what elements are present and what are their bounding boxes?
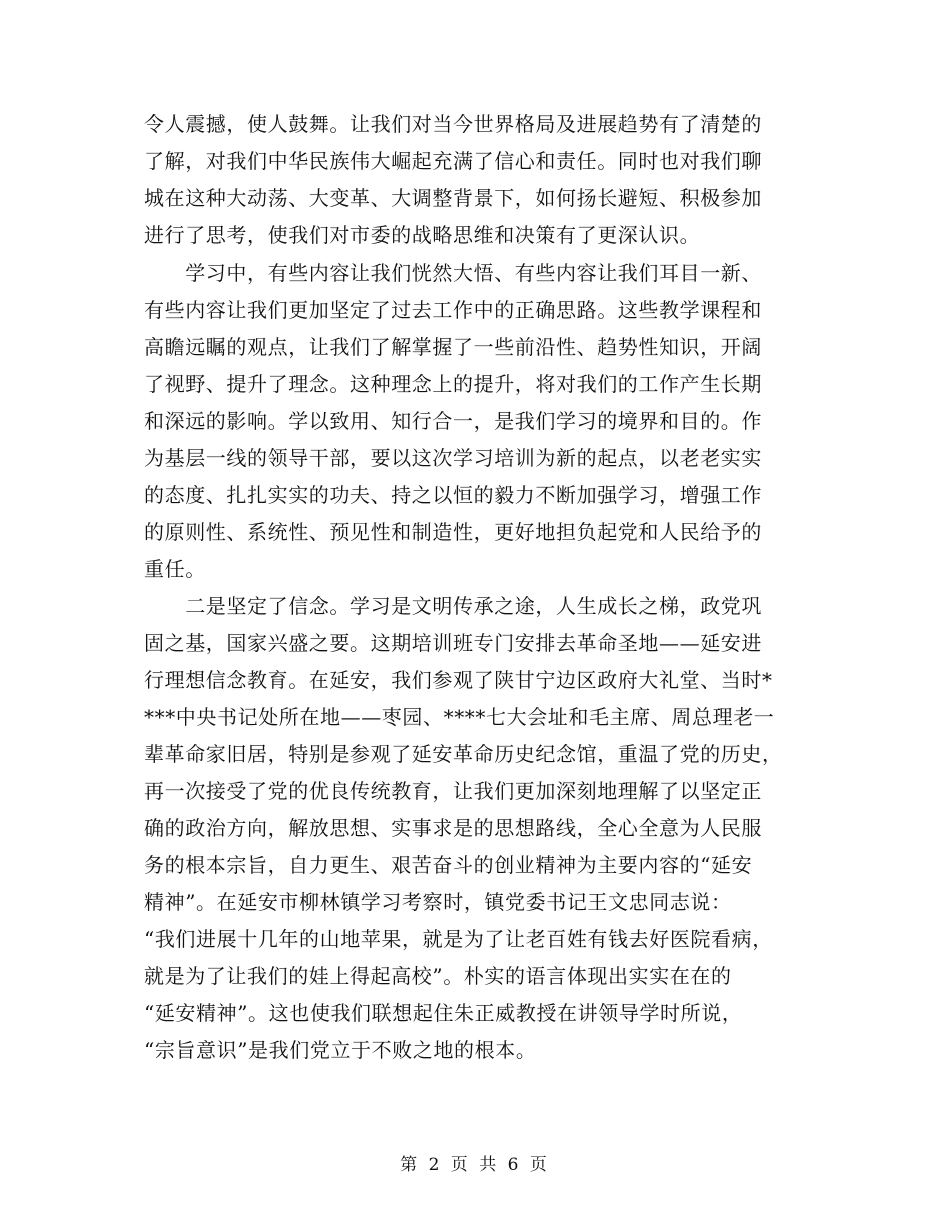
text-line: 精神”。在延安市柳林镇学习考察时，镇党委书记王文忠同志说：	[144, 890, 732, 914]
page-number-footer: 第 2 页 共 6 页	[400, 1155, 550, 1175]
text-line: 学习中，有些内容让我们恍然大悟、有些内容让我们耳目一新、	[144, 261, 762, 285]
text-line: 和深远的影响。学以致用、知行合一，是我们学习的境界和目的。作	[144, 409, 762, 433]
text-line: 的原则性、系统性、预见性和制造性，更好地担负起党和人民给予的	[144, 520, 762, 544]
text-line: “我们进展十几年的山地苹果，就是为了让老百姓有钱去好医院看病，	[144, 927, 773, 951]
text-line: 进行了思考，使我们对市委的战略思维和决策有了更深认识。	[144, 223, 701, 247]
text-line: 高瞻远瞩的观点，让我们了解掌握了一些前沿性、趋势性知识，开阔	[144, 335, 762, 359]
text-line: 行理想信念教育。在延安，我们参观了陕甘宁边区政府大礼堂、当时*	[144, 668, 773, 692]
text-line: 固之基，国家兴盛之要。这期培训班专门安排去革命圣地——延安进	[144, 631, 762, 655]
text-line: “延安精神”。这也使我们联想起住朱正威教授在讲领导学时所说，	[144, 1001, 743, 1025]
text-line: 令人震撼，使人鼓舞。让我们对当今世界格局及进展趋势有了清楚的	[144, 112, 762, 136]
text-line: 为基层一线的领导干部，要以这次学习培训为新的起点，以老老实实	[144, 446, 762, 470]
text-line: 二是坚定了信念。学习是文明传承之途，人生成长之梯，政党巩	[144, 594, 762, 618]
text-line: 就是为了让我们的娃上得起高校”。朴实的语言体现出实实在在的	[144, 964, 732, 988]
text-line: 再一次接受了党的优良传统教育，让我们更加深刻地理解了以坚定正	[144, 779, 762, 803]
text-line: 了视野、提升了理念。这种理念上的提升，将对我们的工作产生长期	[144, 372, 762, 396]
text-line: 了解，对我们中华民族伟大崛起充满了信心和责任。同时也对我们聊	[144, 149, 762, 173]
text-line: 确的政治方向，解放思想、实事求是的思想路线，全心全意为人民服	[144, 816, 762, 840]
text-line: 辈革命家旧居，特别是参观了延安革命历史纪念馆，重温了党的历史，	[144, 742, 783, 766]
text-line: 务的根本宗旨，自力更生、艰苦奋斗的创业精神为主要内容的“延安	[144, 853, 753, 877]
text-line: ***中央书记处所在地——枣园、****七大会址和毛主席、周总理老一	[144, 705, 775, 729]
text-line: “宗旨意识”是我们党立于不败之地的根本。	[144, 1038, 537, 1062]
text-line: 的态度、扎扎实实的功夫、持之以恒的毅力不断加强学习，增强工作	[144, 483, 762, 507]
text-line: 有些内容让我们更加坚定了过去工作中的正确思路。这些教学课程和	[144, 298, 762, 322]
text-line: 城在这种大动荡、大变革、大调整背景下，如何扬长避短、积极参加	[144, 186, 762, 210]
text-line: 重任。	[144, 557, 206, 581]
